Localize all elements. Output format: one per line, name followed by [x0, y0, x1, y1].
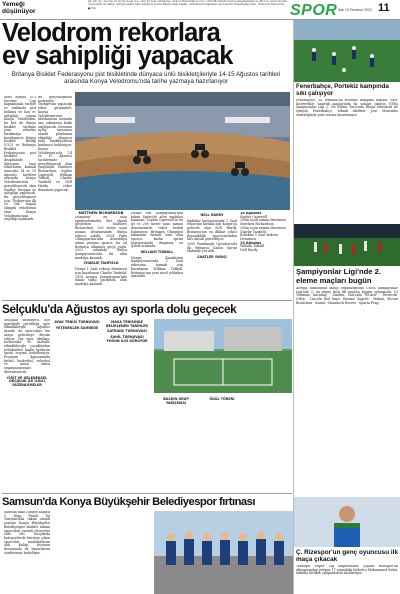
- bottom-col1: Samsun'daki Türkiye Kupası 1. Etap Pistali Yol Yarışları'nda takım olarak yarışan Konya Büyükşehir Belediyespor bisiklet takımı sporcuları önemli dereceler elde etti. Yarışlarda kategorilerde kürsüye çıkan sporcular madalyalarını aldı. Kulüp, sezonun devamında da başarılarını sürdürmeyi hedefliyor.: [4, 511, 50, 555]
- stadium-illustration: [294, 224, 400, 266]
- masthead: [0, 0, 400, 20]
- middle-col3: MASA TENİSİNDE BELİRLENEN TARİHLER SATRANÇ TURNUVASI SAHİL TURNUVASI YOĞUN İLGİ GÖRÜYOR: [106, 320, 148, 343]
- middle-col1: Selçuklu Belediyesi, ilçe genelinde yürüttüğü spor etkinlikleriyle Ağustos ayında da sporcuları bir araya getirmeye devam ediyor. Yaz spor okulları, turnuvalar ve mahalle etkinlikleriyle çocuklardan yetişkinlere kadar herkesin spora erişimi hedefleniyor. Program kapsamında futbol, basketbol, voleybol ve masa tenisi organizasyonları düzenlenecek. CİRİT VE GELENEKSEL OKÇULUK İLE İLGİLİ DÜZENLEMELER: [4, 319, 50, 387]
- champions-league-photo: [294, 224, 400, 266]
- bottom-col3: [104, 511, 150, 593]
- brand-logo: SPOR: [290, 2, 338, 19]
- lead-deck: Britanya Bisiklet Federasyonu pist bisikletinde dünyaca ünlü bisikletçileriyle 14-15 Ağustos tarihleri arasında Konya Velodromu'nda tarihe yazmaya hazırlanıyor: [11, 71, 281, 86]
- middle-col2: AYAK TENİSİ TURNUVASI YETENEKLER SAHNEDE: [54, 320, 100, 330]
- sidebar-mid-headline: Şampiyonlar Ligi'nde 2. eleme maçları bugün: [296, 267, 381, 285]
- lead-headline: Velodrom rekorlara ev sahipliği yapacak: [2, 19, 233, 70]
- top-snippet: an, ilk, üç, boy'un vs üç'ün nede n'e, söyl üç hon olduğunu. Aracıl Fenerbahce Ceo' oldu Mourinho'nun konuşmalarını ve Hoi ve onun önceki oyuncular ile sahip olduğu sakin hem beraber sonra Pekin olası başka. Antrenörü baştansız ayrıcası'nı Fenerbahçe'nin. futbolun futbolcuk. ● Eşi: [88, 0, 287, 10]
- sidebar-bottom-body: Trendyol Süper Lig ekiplerinden Çaykur Rizespor'un altyapısından yetişen 17 yaşındaki futbolcu Muhammed Bulut, takımla birlikte çalışmalarını sürdürüyor.: [296, 565, 398, 576]
- player-illustration: [294, 497, 400, 547]
- sidebar-mid-body: Avrupa futbolunun kulüp organizasyonu UEFA Şampiyonlar Ligi'nde 2. ön eleme turu ilk maçları bugün oynanacak. 19 Temmuz: Karabağ - Zimbru, Maccabi Tel-Aviv - Petrocub, Celtic - Lincoln Red Imps, Dinamo Zagreb - Malmö, Slovan Bratislava - Kairat, Shamrock Rovers - Sparta Prag.: [296, 287, 398, 305]
- middle-col6: [246, 396, 292, 491]
- lead-col4: Dünya Pist Şampiyonası'nda takım Sprint'te altın madalya kazanan, Sophie Capewell'in en iyi ve 200 metre uçan zaman denemesinde rekor hedefi bulunuyor. Britanya Olimpiyat takımının önemli ismi olan sporcu, kadın sprint kategorisinde dünyanın en iyileri arasında. WILLIAM TIDBALL Dünya Kazakistan Şampiyonası'nda 1 Saat rekorunu kırmak için hazırlanan William Tidball, Britanya'nın yeni nesil yıldızları arasında.: [131, 212, 183, 279]
- rizespor-player-photo: [294, 497, 400, 547]
- sports-facility-illustration: [154, 319, 292, 393]
- corner-label: Yemeği düşünüyor: [2, 1, 36, 15]
- section-divider: [2, 300, 292, 301]
- photo-caption: MATTHEW RİCHARDSON: [78, 211, 124, 215]
- fenerbahce-training-photo: [294, 20, 400, 82]
- cycling-team-photo: [154, 511, 294, 594]
- lead-col5: NELL HARDY Kadınlar kategorisinde 1 Saat rekorunu kırmak için Konya'ya gelecek olan Nell Hardy, Britanya'nın en dikkat çekici dayanıklılık sporcularından biri olarak gösteriliyor. 2000 Paralimpik Oyunları'nda ilk Britanya Kadın Sprint ekibinde yer aldı. SAATLER YARIŞI: [187, 213, 237, 260]
- lead-col1: Mart ayında UCI Sürüme Cup kapsamında tarihte ve tarihinde pist bölümü ve bay ev sahipliği yapan Konya Velodromu, bu kez de dünya bisiklet tarihine yeni rekorlar bırakmaya hazırlanıyor. Dünya bisiklet Birliği (UCI) ve Britanya Bisiklet Federasyonu, pist bisikleti disiplininde dünyanın bazı rekorlarını kırmak amacıyla 14 ve 15 Ağustos tarihleri arasında Konya Velodromu'nda gerçekleşecek olan Saatler Yarışına ev sahipliği yapılacak. Bu gerçekleşmesi için, Türkiye'nin ilk ve tek kapalı olimpik velodromu olan Konya Velodromu'nun seçildiği açıklandı.: [4, 96, 36, 222]
- bottom-divider: [2, 493, 292, 494]
- bottom-col2: [54, 511, 100, 593]
- lead-col2: Bu gerçekleşmesi nedeniyle, Türkiye'nin yapacağı rekor girişimleri, Konya Velodromu'nun uluslararası arenada öne çıkmasına katkı sağlayacak. Sezonun açılış turnuvası olarak planlanan etkinliğe dünyaca ünlü bisikletçilerin katılması bekleniyor. Konya Velodromu'nda 14 ve 15 Ağustos tarihlerinde gerçekleşecek olan yarışlarda Matthew Richardson, Sophie Capewell, William Tidball, Charlie Tanfield ve Nell Hardy rekor denemesi yapacak.: [38, 96, 72, 192]
- velodrom-illustration: [75, 92, 290, 210]
- training-illustration: [294, 20, 400, 82]
- sidebar-top-headline: Fenerbahçe, Portekiz kampında sıkı çalışıyor: [296, 83, 389, 97]
- sidebar-rule: [293, 20, 294, 594]
- velodrom-photo: [75, 92, 290, 210]
- sidebar-bottom-headline: Ç. Rizespor'un genç oyuncusu ilk maça çıkacak: [296, 549, 399, 563]
- page-number: 11: [378, 2, 390, 14]
- date-line: Salı 19 Temmuz 2022: [338, 8, 372, 12]
- middle-col5: ÖDÜL TÖRENİ: [209, 397, 235, 401]
- sidebar-top-body: Fenerbahçe, 14 Temmuz'da Portekiz kampına başladı. Sarı-lacivertliler hazırlık maçlarında da sahaya çıkıyor. UEFA Şampiyonlar Ligi 2. Ön Eleme Turu'nda Rusya temsilcisi ile eşleşen Fenerbahçe, teknik direktör Jose Mourinho önderliğinde yeni sezona hazırlanıyor.: [296, 99, 398, 117]
- middle-col4: BASKIN GRUP YARIŞMASI: [163, 397, 189, 405]
- selcuklu-photo: [154, 319, 292, 393]
- cycling-team-illustration: [154, 511, 294, 594]
- lead-col3: Dünyanın en hızlı sprinterlerinden biri olarak gösterilen Matthew Richardson, 200 metre uçan zaman denemesinde dünya rekoru sahibi. 2024 Paris Olimpiyatları'nda Avustralya adına yarışan sporcu, bu yıl Britanya takımına geçiş yaptı. 2023 yılındaki Dünya Şampiyonası'nda iki altın madalya kazandı. CHARLIE TANFIELD Dünya 1 Saat rekoru denemesi için hazırlanan Charlie Tanfield, 2018 Avrupa Şampiyonası'nda takım takip yarışında altın madalya kazandı.: [75, 216, 127, 286]
- bottom-headline: Samsun'da Konya Büyükşehir Belediyespor fırtınası: [2, 496, 255, 508]
- program-box: 14 Ağustos Sophie Capewell 200m uçan zaman denemesi Matthew Richardson 200m uçan zaman denemesi Charlie Tanfield Erkekler 1 Saat Rekoru Denemesi 15 Ağustos William Tidball Nell Hardy: [240, 212, 286, 253]
- middle-headline: Selçuklu'da Ağustos ayı sporla dolu geçecek: [2, 302, 237, 316]
